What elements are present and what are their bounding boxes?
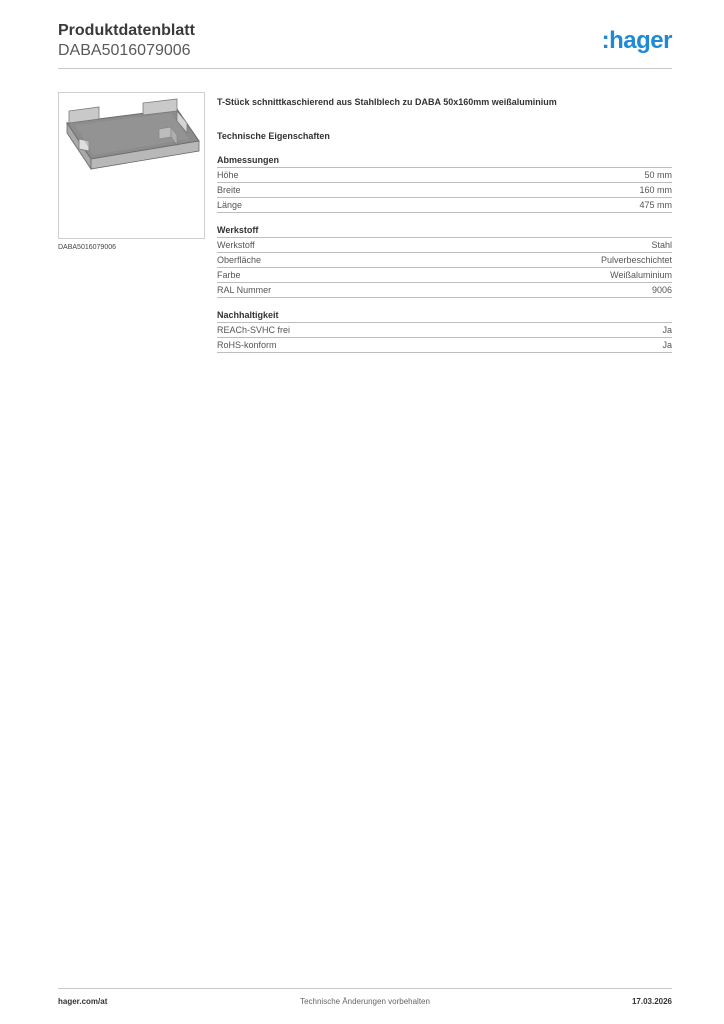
article-number: DABA5016079006	[58, 42, 191, 59]
footer-note: Technische Änderungen vorbehalten	[300, 997, 430, 1006]
section-sustainability	[217, 308, 672, 353]
footer-divider	[58, 988, 672, 989]
page-title: Produktdatenblatt	[58, 22, 195, 39]
property-value: Stahl	[651, 240, 672, 250]
property-value: 50 mm	[644, 170, 672, 180]
hager-logo: :hager	[601, 27, 672, 54]
property-label: REACh-SVHC frei	[217, 325, 291, 335]
property-label: Oberfläche	[217, 255, 262, 265]
property-label: RoHS-konform	[217, 340, 277, 350]
property-label: Länge	[217, 200, 243, 210]
section-material	[217, 223, 672, 298]
footer-website-link[interactable]: hager.com/at	[58, 997, 108, 1006]
product-tray-illustration	[59, 93, 204, 238]
property-value: Pulverbeschichtet	[600, 255, 672, 265]
property-row	[217, 238, 672, 253]
property-row	[217, 268, 672, 283]
property-value: Ja	[662, 340, 672, 350]
section-dimensions	[217, 153, 672, 213]
property-row	[217, 168, 672, 183]
property-value: Ja	[662, 325, 672, 335]
property-label: RAL Nummer	[217, 285, 272, 295]
property-label: Breite	[217, 185, 241, 195]
image-caption: DABA5016079006	[58, 244, 116, 251]
section-title: Nachhaltigkeit	[217, 308, 672, 323]
header-divider	[58, 68, 672, 69]
section-title: Abmessungen	[217, 153, 672, 168]
property-row	[217, 253, 672, 268]
footer-date: 17.03.2026	[631, 997, 672, 1006]
technical-properties-heading: Technische Eigenschaften	[217, 131, 330, 141]
property-value: 475 mm	[639, 200, 672, 210]
product-details	[217, 95, 672, 353]
page-header	[58, 21, 672, 61]
property-label: Höhe	[217, 170, 239, 180]
property-row	[217, 323, 672, 338]
property-value: 9006	[651, 285, 672, 295]
property-label: Farbe	[217, 270, 241, 280]
property-row	[217, 283, 672, 298]
property-row	[217, 338, 672, 353]
product-description: T-Stück schnittkaschierend aus Stahlblech zu DABA 50x160mm weißaluminium	[217, 97, 557, 107]
property-label: Werkstoff	[217, 240, 255, 250]
property-value: Weißaluminium	[610, 270, 672, 280]
product-image	[58, 92, 205, 239]
property-value: 160 mm	[639, 185, 672, 195]
property-row	[217, 198, 672, 213]
property-row	[217, 183, 672, 198]
section-title: Werkstoff	[217, 223, 672, 238]
